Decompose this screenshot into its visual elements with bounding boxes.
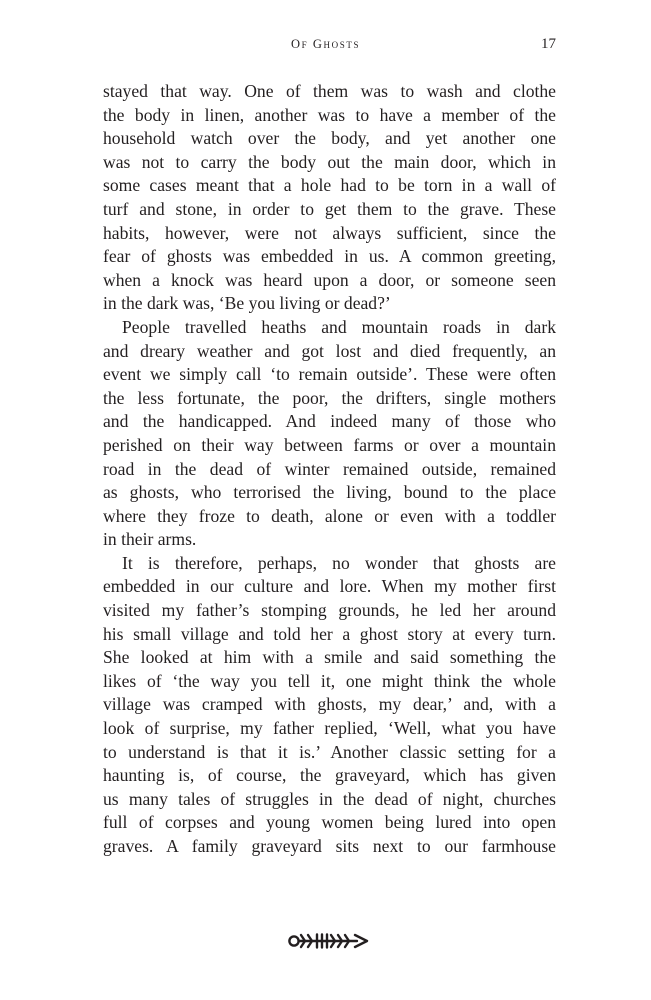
chapter-title: Of Ghosts — [290, 37, 361, 51]
text-line: event we simply call ‘to remain outside’. These were often — [103, 364, 556, 385]
text-line: us many tales of struggles in the dead of night, churches — [103, 788, 556, 809]
text-line: road in the dead of winter remained outside, remained — [103, 458, 556, 479]
text-line: when a knock was heard upon a door, or someone seen — [103, 269, 556, 290]
text-line: and dreary weather and got lost and died frequently, an — [103, 340, 556, 361]
text-line: visited my father’s stomping grounds, he led her around — [103, 600, 556, 621]
text-line: look of surprise, my father replied, ‘Well, what you have — [103, 718, 556, 739]
text-line: turf and stone, in order to get them to the grave. These — [103, 198, 556, 219]
text-line: household watch over the body, and yet another one — [103, 128, 556, 149]
text-line: stayed that way. One of them was to wash and clothe — [103, 81, 556, 101]
text-line: the less fortunate, the poor, the drifters, single mothers — [103, 387, 556, 408]
text-line: fear of ghosts was embedded in us. A common greeting, — [103, 246, 556, 267]
text-line: and the handicapped. And indeed many of those who — [103, 411, 556, 432]
text-line: She looked at him with a smile and said something the — [103, 647, 556, 668]
text-line: village was cramped with ghosts, my dear,’ and, with a — [103, 694, 556, 715]
text-line: in their arms. — [103, 529, 197, 550]
page-number: 17 — [541, 36, 556, 52]
body-text — [103, 80, 556, 859]
text-line: some cases meant that a hole had to be torn in a wall of — [103, 175, 556, 196]
text-line: graves. A family graveyard sits next to our farmhouse — [103, 836, 556, 856]
text-line: where they froze to death, alone or even with a toddler — [103, 505, 556, 526]
text-line: his small village and told her a ghost story at every turn. — [103, 623, 556, 644]
arrow-ornament-icon — [287, 932, 371, 950]
text-line: haunting is, of course, the graveyard, which has given — [103, 765, 556, 786]
text-line: as ghosts, who terrorised the living, bound to the place — [103, 482, 556, 503]
text-line: was not to carry the body out the main door, which in — [103, 151, 556, 172]
text-line: the body in linen, another was to have a member of the — [103, 104, 556, 125]
text-line: embedded in our culture and lore. When my mother first — [103, 576, 556, 597]
text-line: habits, however, were not always sufficient, since the — [103, 222, 556, 243]
text-line: People travelled heaths and mountain roads in dark — [122, 316, 556, 337]
text-line: It is therefore, perhaps, no wonder that ghosts are — [122, 552, 556, 573]
text-line: to understand is that it is.’ Another classic setting for a — [103, 741, 556, 762]
text-line: full of corpses and young women being lured into open — [103, 812, 556, 833]
running-head — [0, 36, 651, 52]
text-line: likes of ‘the way you tell it, one might think the whole — [103, 670, 556, 691]
text-line: in the dark was, ‘Be you living or dead?’ — [103, 293, 391, 314]
text-line: perished on their way between farms or over a mountain — [103, 434, 556, 455]
